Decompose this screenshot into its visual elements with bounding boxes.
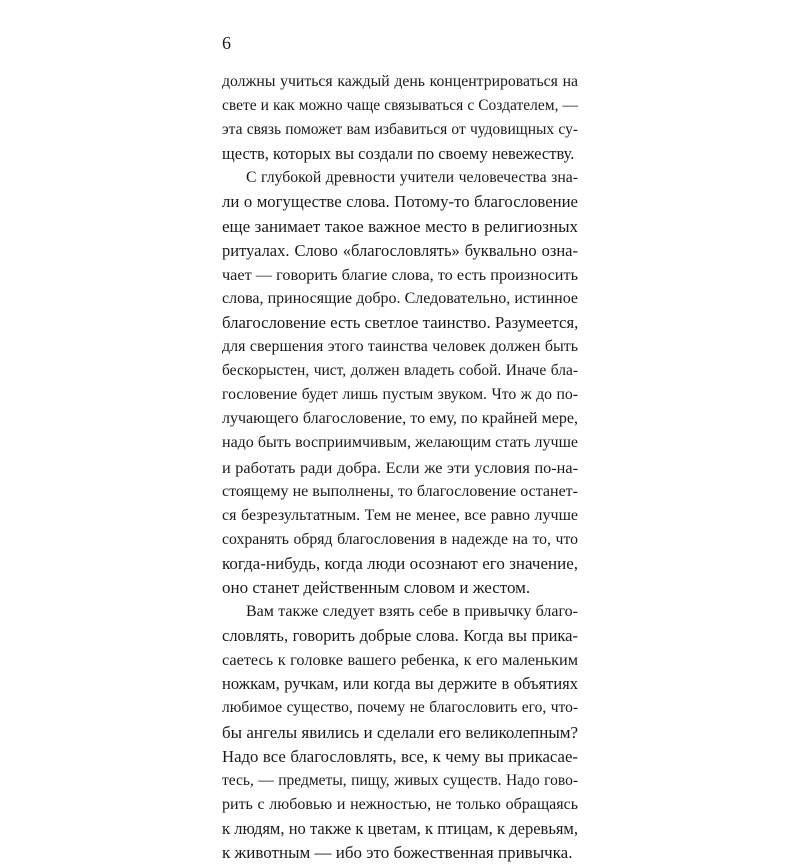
text-line: слова, приносящие добро. Следовательно, истинное (222, 289, 578, 307)
text-line: свете и как можно чаще связываться с Создателем, — (222, 97, 578, 115)
text-line: любимое существо, почему не благословить его, что- (222, 699, 578, 717)
text-line: ритуалах. Слово «благословлять» буквально озна- (222, 240, 578, 260)
text-line: еще занимает такое важное место в религиозных (222, 216, 578, 236)
text-line: когда-нибудь, когда люди осознают его значение, (222, 553, 578, 573)
text-line: ществ, которых вы создали по своему невежеству. (222, 144, 575, 164)
text-line: ли о могуществе слова. Потому-то благословение (222, 192, 578, 212)
text-line: стоящему не выполнены, то благословение останет- (222, 482, 578, 500)
text-line: оно станет действенным словом и жестом. (222, 577, 531, 597)
text-line: словлять, говорить добрые слова. Когда вы прика- (222, 626, 578, 646)
page-number: 6 (222, 33, 231, 53)
text-line: чает — говорить благие слова, то есть произносить (222, 265, 578, 284)
text-line: для свершения этого таинства человек должен быть (222, 338, 578, 356)
text-line: ся безрезультатным. Тем не менее, все равно лучше (222, 506, 578, 524)
text-line: сохранять обряд благословения в надежде на то, что (222, 530, 578, 548)
text-line: С глубокой древности учители человечества зна- (246, 169, 578, 187)
text-line: ножкам, ручкам, или когда вы держите в объятиях (222, 674, 578, 694)
text-line: тесь, — предметы, пищу, живых существ. Надо гово- (222, 771, 578, 789)
text-line: к людям, но также к цветам, к птицам, к деревьям, (222, 818, 578, 838)
text-line: к животным — ибо это божественная привычка. (222, 843, 573, 862)
text-line: должны учиться каждый день концентрироваться на (222, 73, 578, 90)
text-line: надо быть восприимчивым, желающим стать лучше (222, 434, 578, 452)
text-line: бескорыстен, чист, должен владеть собой. Иначе бла- (222, 362, 578, 380)
text-line: гословение будет лишь пустым звуком. Что ж до по- (222, 386, 578, 404)
text-line: благословение есть светлое таинство. Разумеется, (222, 312, 579, 332)
body-text (222, 70, 578, 865)
text-line: эта связь поможет вам избавиться от чудовищных су- (222, 121, 578, 139)
text-line: Надо все благословлять, все, к чему вы прикасае- (222, 746, 578, 766)
text-line: и работать ради добра. Если же эти условия по-на- (222, 458, 578, 477)
text-line: рить с любовью и нежностью, не только обращаясь (222, 795, 578, 813)
text-line: лучающего благословение, то ему, по крайней мере, (222, 410, 578, 428)
text-line: бы ангелы явились и сделали его великолепным? (222, 722, 579, 742)
text-line: Вам также следует взять себе в привычку благо- (246, 603, 578, 621)
text-line: саетесь к головке вашего ребенка, к его маленьким (222, 651, 578, 670)
